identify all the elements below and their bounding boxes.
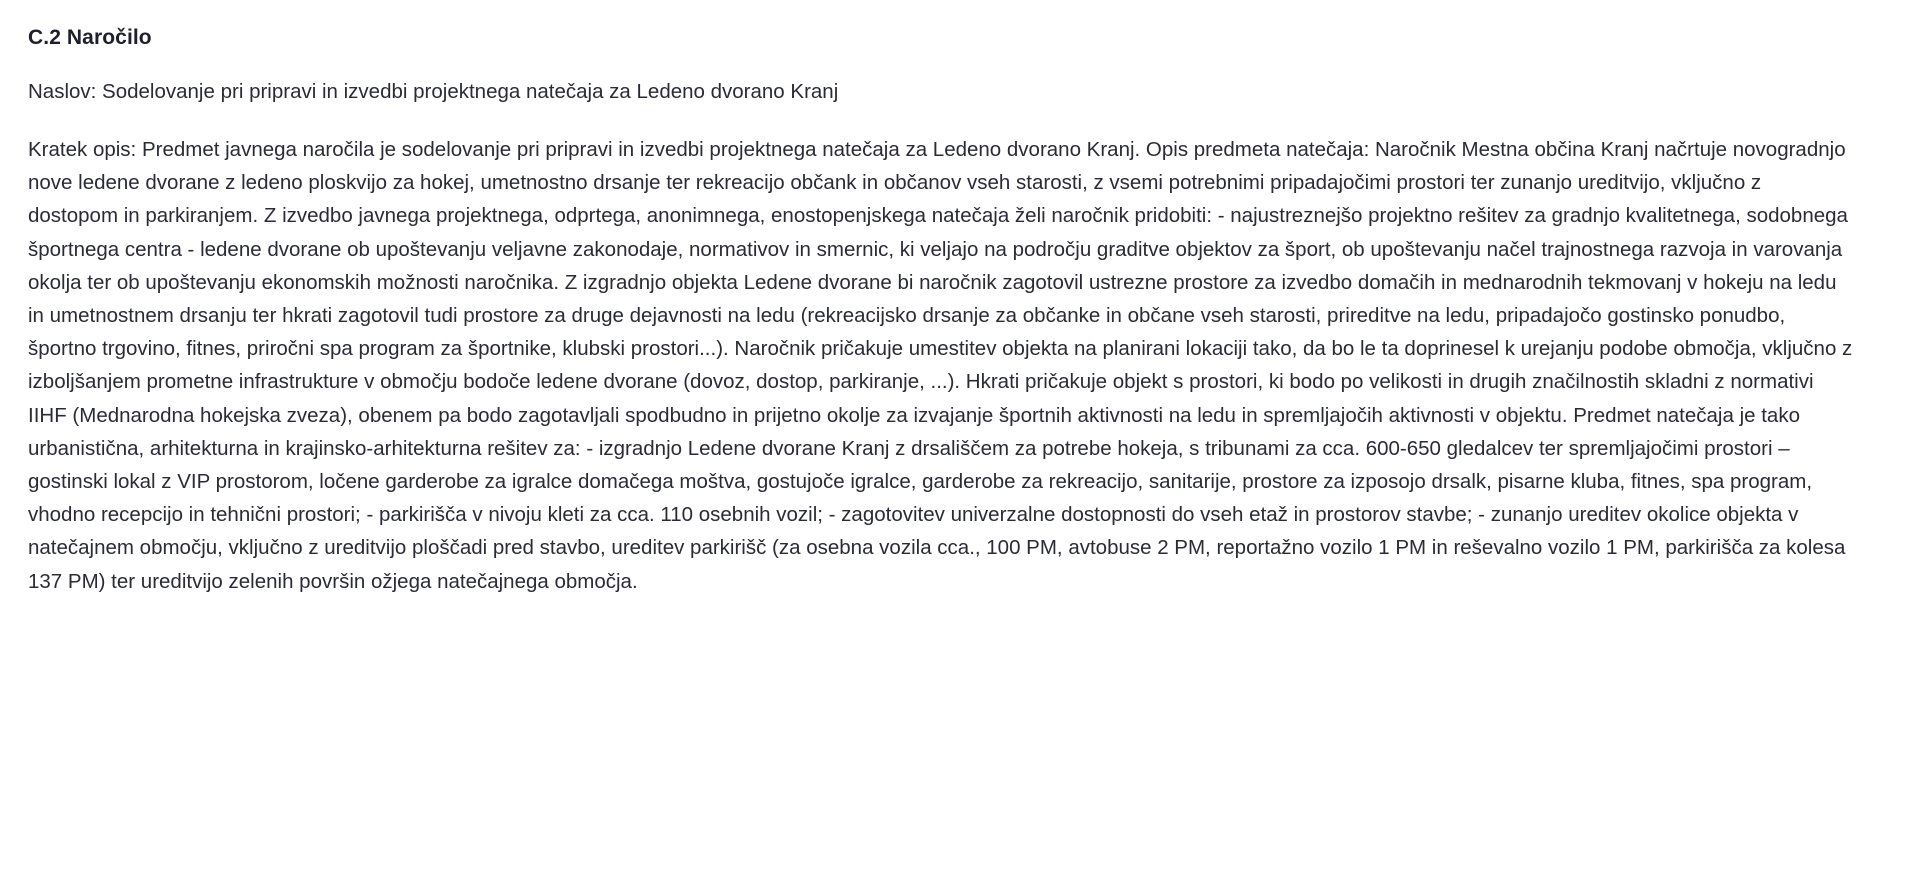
- order-short-description: Kratek opis: Predmet javnega naročila je sodelovanje pri pripravi in izvedbi projektnega natečaja za Ledeno dvorano Kranj. Opis predmeta natečaja: Naročnik Mestna občina Kranj načrtuje novogradnjo nove ledene dvorane z ledeno ploskvijo za hokej, umetnostno drsanje ter rekreacijo občank in občanov vseh starosti, z vsemi potrebnimi pripadajočimi prostori ter zunanjo ureditvijo, vključno z dostopom in parkiranjem. Z izvedbo javnega projektnega, odprtega, anonimnega, enostopenjskega natečaja želi naročnik pridobiti: - najustreznejšo projektno rešitev za gradnjo kvalitetnega, sodobnega športnega centra - ledene dvorane ob upoštevanju veljavne zakonodaje, normativov in smernic, ki veljajo na področju graditve objektov za šport, ob upoštevanju načel trajnostnega razvoja in varovanja okolja ter ob upoštevanju ekonomskih možnosti naročnika. Z izgradnjo objekta Ledene dvorane bi naročnik zagotovil ustrezne prostore za izvedbo domačih in mednarodnih tekmovanj v hokeju na ledu in umetnostnem drsanju ter hkrati zagotovil tudi prostore za druge dejavnosti na ledu (rekreacijsko drsanje za občanke in občane vseh starosti, prireditve na ledu, pripadajočo gostinsko ponudbo, športno trgovino, fitnes, priročni spa program za športnike, klubski prostori...). Naročnik pričakuje umestitev objekta na planirani lokaciji tako, da bo le ta doprinesel k urejanju podobe območja, vključno z izboljšanjem prometne infrastrukture v območju bodoče ledene dvorane (dovoz, dostop, parkiranje, ...). Hkrati pričakuje objekt s prostori, ki bodo po velikosti in drugih značilnostih skladni z normativi IIHF (Mednarodna hokejska zveza), obenem pa bodo zagotavljali spodbudno in prijetno okolje za izvajanje športnih aktivnosti na ledu in spremljajočih aktivnosti v objektu. Predmet natečaja je tako urbanistična, arhitekturna in krajinsko-arhitekturna rešitev za: - izgradnjo Ledene dvorane Kranj z drsališčem za potrebe hokeja, s tribunami za cca. 600-650 gledalcev ter spremljajočimi prostori – gostinski lokal z VIP prostorom, ločene garderobe za igralce domačega moštva, gostujoče igralce, garderobe za rekreacijo, sanitarije, prostore za izposojo drsalk, pisarne kluba, fitnes, spa program, vhodno recepcijo in tehnični prostori; - parkirišča v nivoju kleti za cca. 110 osebnih vozil; - zagotovitev univerzalne dostopnosti do vseh etaž in prostorov stavbe; - zunanjo ureditev okolice objekta v natečajnem območju, vključno z ureditvijo ploščadi pred stavbo, ureditev parkirišč (za osebna vozila cca., 100 PM, avtobuse 2 PM, reportažno vozilo 1 PM in reševalno vozilo 1 PM, parkirišča za kolesa 137 PM) ter ureditvijo zelenih površin ožjega natečajnega območja.: [28, 138, 1853, 593]
- section-heading: C.2 Naročilo: [28, 26, 152, 49]
- order-title-line: Naslov: Sodelovanje pri pripravi in izvedbi projektnega natečaja za Ledeno dvorano Kranj: [28, 80, 839, 104]
